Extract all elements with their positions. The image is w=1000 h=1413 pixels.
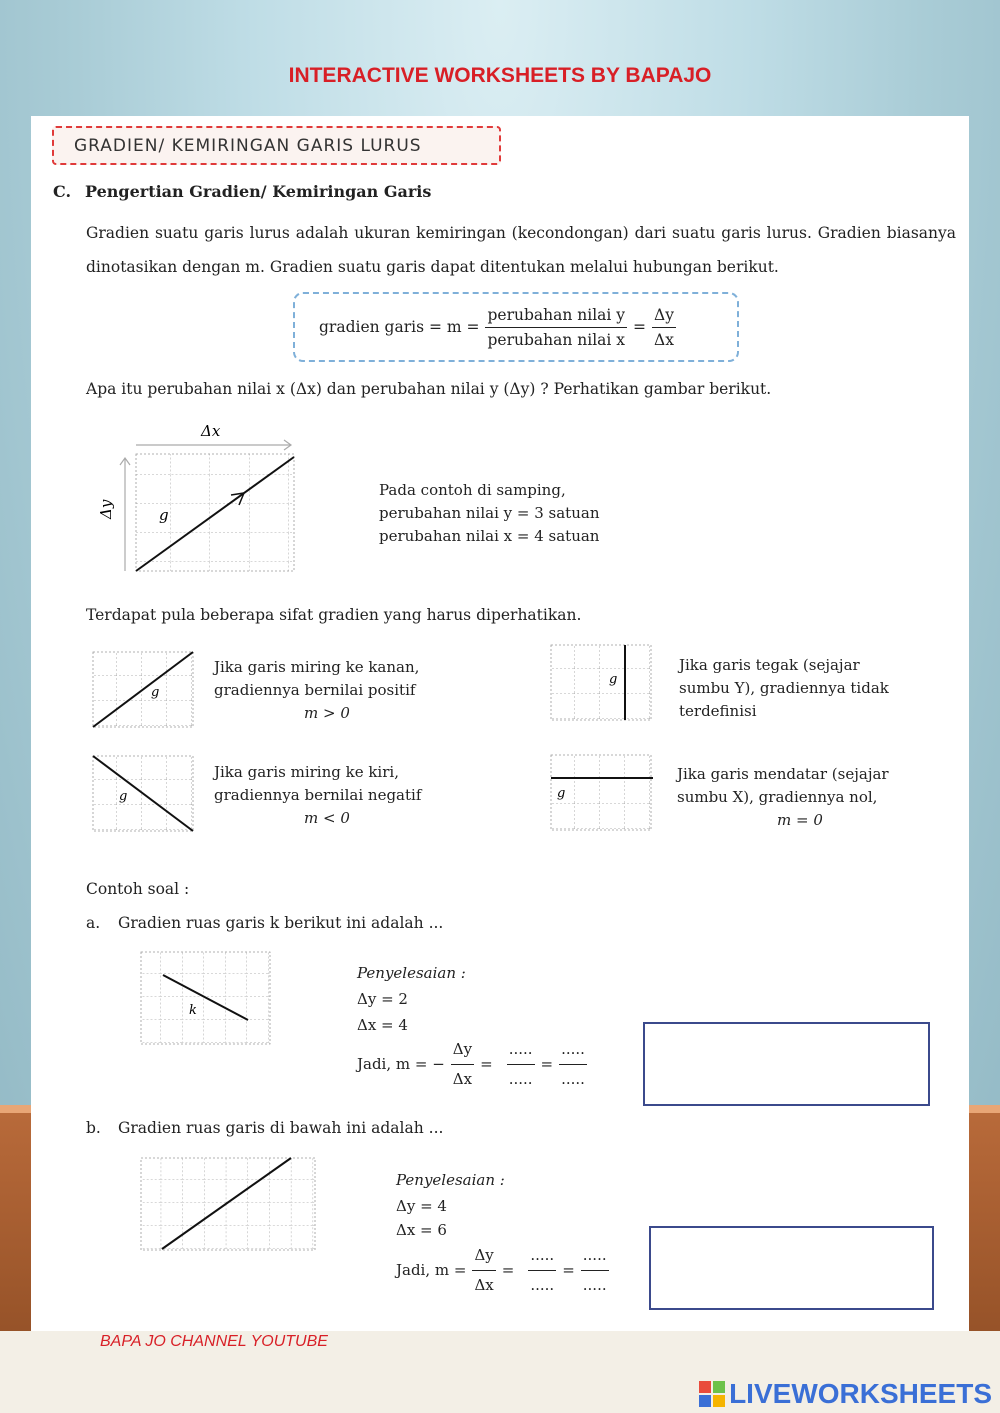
example-a-blank-num-2: ..... — [559, 1038, 587, 1065]
section-title: Pengertian Gradien/ Kemiringan Garis — [85, 182, 432, 201]
answer-box-b[interactable] — [649, 1226, 934, 1310]
example-a-eq-2: = — [540, 1055, 554, 1073]
delta-question: Apa itu perubahan nilai x (Δx) dan perubahan nilai y (Δy) ? Perhatikan gambar berikut. — [86, 380, 772, 398]
formula-delta-numerator: Δy — [652, 306, 676, 328]
horizontal-line-label: g — [557, 786, 566, 801]
example-a-dy: Δy = 2 — [357, 990, 408, 1008]
example-a-letter: a. — [86, 914, 101, 932]
formula-fraction — [485, 306, 627, 349]
example-b-delta-fraction — [472, 1244, 495, 1297]
dx-label: Δx — [201, 422, 221, 440]
diagram-desc-3: perubahan nilai x = 4 satuan — [379, 527, 600, 545]
formula-equals: = — [633, 318, 647, 336]
negative-desc-1: Jika garis miring ke kiri, — [214, 763, 399, 781]
example-b-text: Gradien ruas garis di bawah ini adalah ... — [118, 1119, 444, 1137]
example-a-blank-den-1: ..... — [508, 1070, 533, 1088]
example-b-blank-num-1: ..... — [528, 1244, 556, 1271]
example-a-eq-1: = — [480, 1055, 493, 1073]
worksheet-paper — [31, 116, 969, 1331]
example-a-jadi: Jadi, m = − — [357, 1055, 445, 1073]
example-heading: Contoh soal : — [86, 880, 190, 898]
example-b-result — [396, 1244, 615, 1297]
example-b-letter: b. — [86, 1119, 101, 1137]
example-b-question — [86, 1119, 443, 1137]
footer-channel-credit: BAPA JO CHANNEL YOUTUBE — [100, 1333, 328, 1350]
positive-desc-3: m > 0 — [304, 704, 350, 722]
formula-denominator: perubahan nilai x — [487, 330, 626, 349]
example-b-frac-den: Δx — [474, 1276, 494, 1294]
gradient-formula-box — [293, 292, 739, 362]
example-b-eq-2: = — [562, 1261, 575, 1279]
example-a-blank-fraction-2 — [559, 1038, 587, 1091]
vertical-desc-3: terdefinisi — [679, 702, 757, 720]
intro-paragraph: Gradien suatu garis lurus adalah ukuran kemiringan (kecondongan) dari suatu garis lurus. Gradien biasanya dinotasikan dengan m. Gradien suatu garis dapat ditentukan melalui hubungan berikut. — [86, 224, 956, 276]
example-a-blank-den-2: ..... — [561, 1070, 585, 1088]
formula-delta-denominator: Δx — [654, 330, 674, 349]
line-g-label: g — [159, 506, 169, 524]
dy-label: Δy — [97, 499, 115, 519]
example-a-question — [86, 914, 443, 932]
topic-title: GRADIEN/ KEMIRINGAN GARIS LURUS — [74, 135, 422, 156]
brand-name: LIVEWORKSHEETS — [729, 1378, 992, 1409]
example-b-frac-num: Δy — [472, 1244, 495, 1271]
negative-desc-3: m < 0 — [304, 809, 350, 827]
example-b-dy: Δy = 4 — [396, 1197, 447, 1215]
positive-line-label: g — [151, 685, 160, 700]
example-a-blank-num-1: ..... — [507, 1038, 535, 1065]
line-k-label: k — [189, 1003, 197, 1018]
negative-line-label: g — [119, 789, 128, 804]
horizontal-desc-2: sumbu X), gradiennya nol, — [677, 788, 878, 806]
example-b-blank-num-2: ..... — [581, 1244, 609, 1271]
horizontal-desc-1: Jika garis mendatar (sejajar — [677, 765, 889, 783]
topic-title-box — [52, 126, 501, 165]
example-a-frac-num: Δy — [451, 1038, 474, 1065]
example-a-dx: Δx = 4 — [357, 1016, 408, 1034]
positive-desc-2: gradiennya bernilai positif — [214, 681, 416, 699]
section-heading — [53, 182, 431, 201]
example-a-result — [357, 1038, 593, 1091]
vertical-desc-1: Jika garis tegak (sejajar — [679, 656, 860, 674]
positive-slope-graph — [91, 650, 197, 730]
section-letter: C. — [53, 182, 72, 201]
example-b-eq-1: = — [501, 1261, 515, 1279]
example-a-blank-fraction-1 — [507, 1038, 535, 1091]
example-a-graph — [139, 950, 273, 1048]
vertical-line-graph — [549, 643, 655, 723]
vertical-line-label: g — [609, 672, 618, 687]
negative-slope-graph — [91, 754, 197, 834]
positive-desc-1: Jika garis miring ke kanan, — [214, 658, 420, 676]
example-b-graph — [139, 1156, 317, 1254]
formula-delta-fraction — [652, 306, 676, 349]
diagram-desc-2: perubahan nilai y = 3 satuan — [379, 504, 600, 522]
diagram-desc-1: Pada contoh di samping, — [379, 481, 566, 499]
example-a-text: Gradien ruas garis k berikut ini adalah ... — [118, 914, 444, 932]
formula-numerator: perubahan nilai y — [485, 306, 627, 328]
example-b-blank-den-1: ..... — [530, 1276, 555, 1294]
example-a-frac-den: Δx — [452, 1070, 473, 1088]
liveworksheets-brand[interactable] — [699, 1378, 992, 1410]
worksheet-header-title: INTERACTIVE WORKSHEETS BY BAPAJO — [288, 64, 712, 87]
example-a-delta-fraction — [451, 1038, 474, 1091]
properties-intro: Terdapat pula beberapa sifat gradien yang harus diperhatikan. — [86, 606, 582, 624]
example-b-dx: Δx = 6 — [396, 1221, 447, 1239]
example-b-jadi: Jadi, m = — [396, 1261, 467, 1279]
example-b-solution-label: Penyelesaian : — [396, 1171, 505, 1189]
vertical-desc-2: sumbu Y), gradiennya tidak — [679, 679, 889, 697]
horizontal-desc-3: m = 0 — [777, 811, 823, 829]
example-b-blank-fraction-1 — [528, 1244, 556, 1297]
example-b-blank-den-2: ..... — [582, 1276, 607, 1294]
answer-box-a[interactable] — [643, 1022, 930, 1106]
brand-logo-icon — [699, 1381, 725, 1407]
example-a-solution-label: Penyelesaian : — [357, 964, 466, 982]
gradient-diagram — [91, 416, 301, 578]
example-b-blank-fraction-2 — [581, 1244, 609, 1297]
horizontal-line-graph — [549, 753, 655, 833]
negative-desc-2: gradiennya bernilai negatif — [214, 786, 422, 804]
formula-lhs: gradien garis = m = — [319, 318, 480, 336]
